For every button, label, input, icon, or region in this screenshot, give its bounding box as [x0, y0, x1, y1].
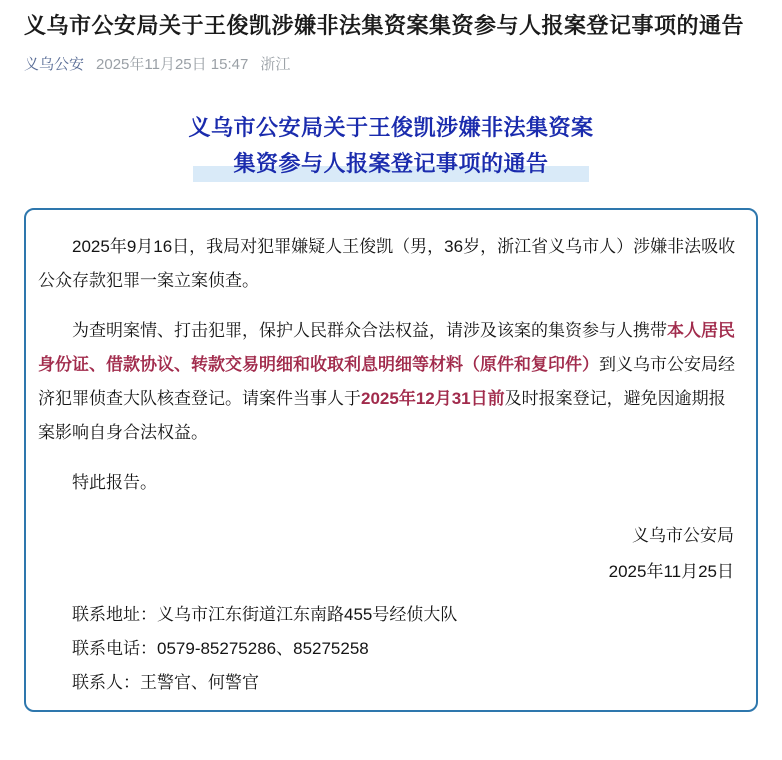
contact-address: 联系地址：义乌市江东街道江东南路455号经侦大队 [72, 605, 458, 624]
notice-heading-line2 [24, 146, 758, 182]
signature-date: 2025年11月25日 [608, 562, 734, 581]
contact-phone: 联系电话：0579-85275286、85275258 [72, 639, 369, 658]
account-name-link[interactable]: 义乌公安 [24, 56, 85, 73]
paragraph2-text-2: 到义乌市公安局经济犯罪侦查大队核查登记。请案件当事人于 [38, 355, 735, 408]
contact-block [38, 598, 740, 700]
notice-heading [24, 110, 758, 182]
notice-paragraph-2 [38, 314, 740, 450]
article-title: 义乌市公安局关于王俊凯涉嫌非法集资案集资参与人报案登记事项的通告 [24, 13, 745, 38]
notice-box [24, 208, 758, 712]
notice-heading-line2-highlight: 集资参与人报案登记事项的通告 [193, 146, 588, 182]
publish-location: 浙江 [260, 56, 291, 73]
notice-paragraph-1: 2025年9月16日，我局对犯罪嫌疑人王俊凯（男，36岁，浙江省义乌市人）涉嫌非法吸收公众存款犯罪一案立案侦查。 [38, 237, 736, 290]
notice-heading-line1: 义乌市公安局关于王俊凯涉嫌非法集资案 [188, 115, 594, 140]
signature-block [38, 518, 740, 590]
paragraph2-emphasis-materials: 本人居民身份证、借款协议、转款交易明细和收取利息明细等材料（原件和复印件） [38, 321, 735, 374]
byline [24, 56, 758, 74]
paragraph2-emphasis-deadline: 2025年12月31日前 [361, 389, 505, 408]
publish-datetime: 2025年11月25日 15:47 [96, 56, 249, 73]
contact-person: 联系人：王警官、何警官 [72, 673, 259, 692]
notice-closing: 特此报告。 [72, 473, 157, 492]
paragraph2-text-1: 为查明案情、打击犯罪，保护人民群众合法权益，请涉及该案的集资参与人携带 [72, 321, 667, 340]
signature-authority: 义乌市公安局 [632, 526, 734, 545]
paragraph2-text-3: 及时报案登记，避免因逾期报案影响自身合法权益。 [38, 389, 726, 442]
